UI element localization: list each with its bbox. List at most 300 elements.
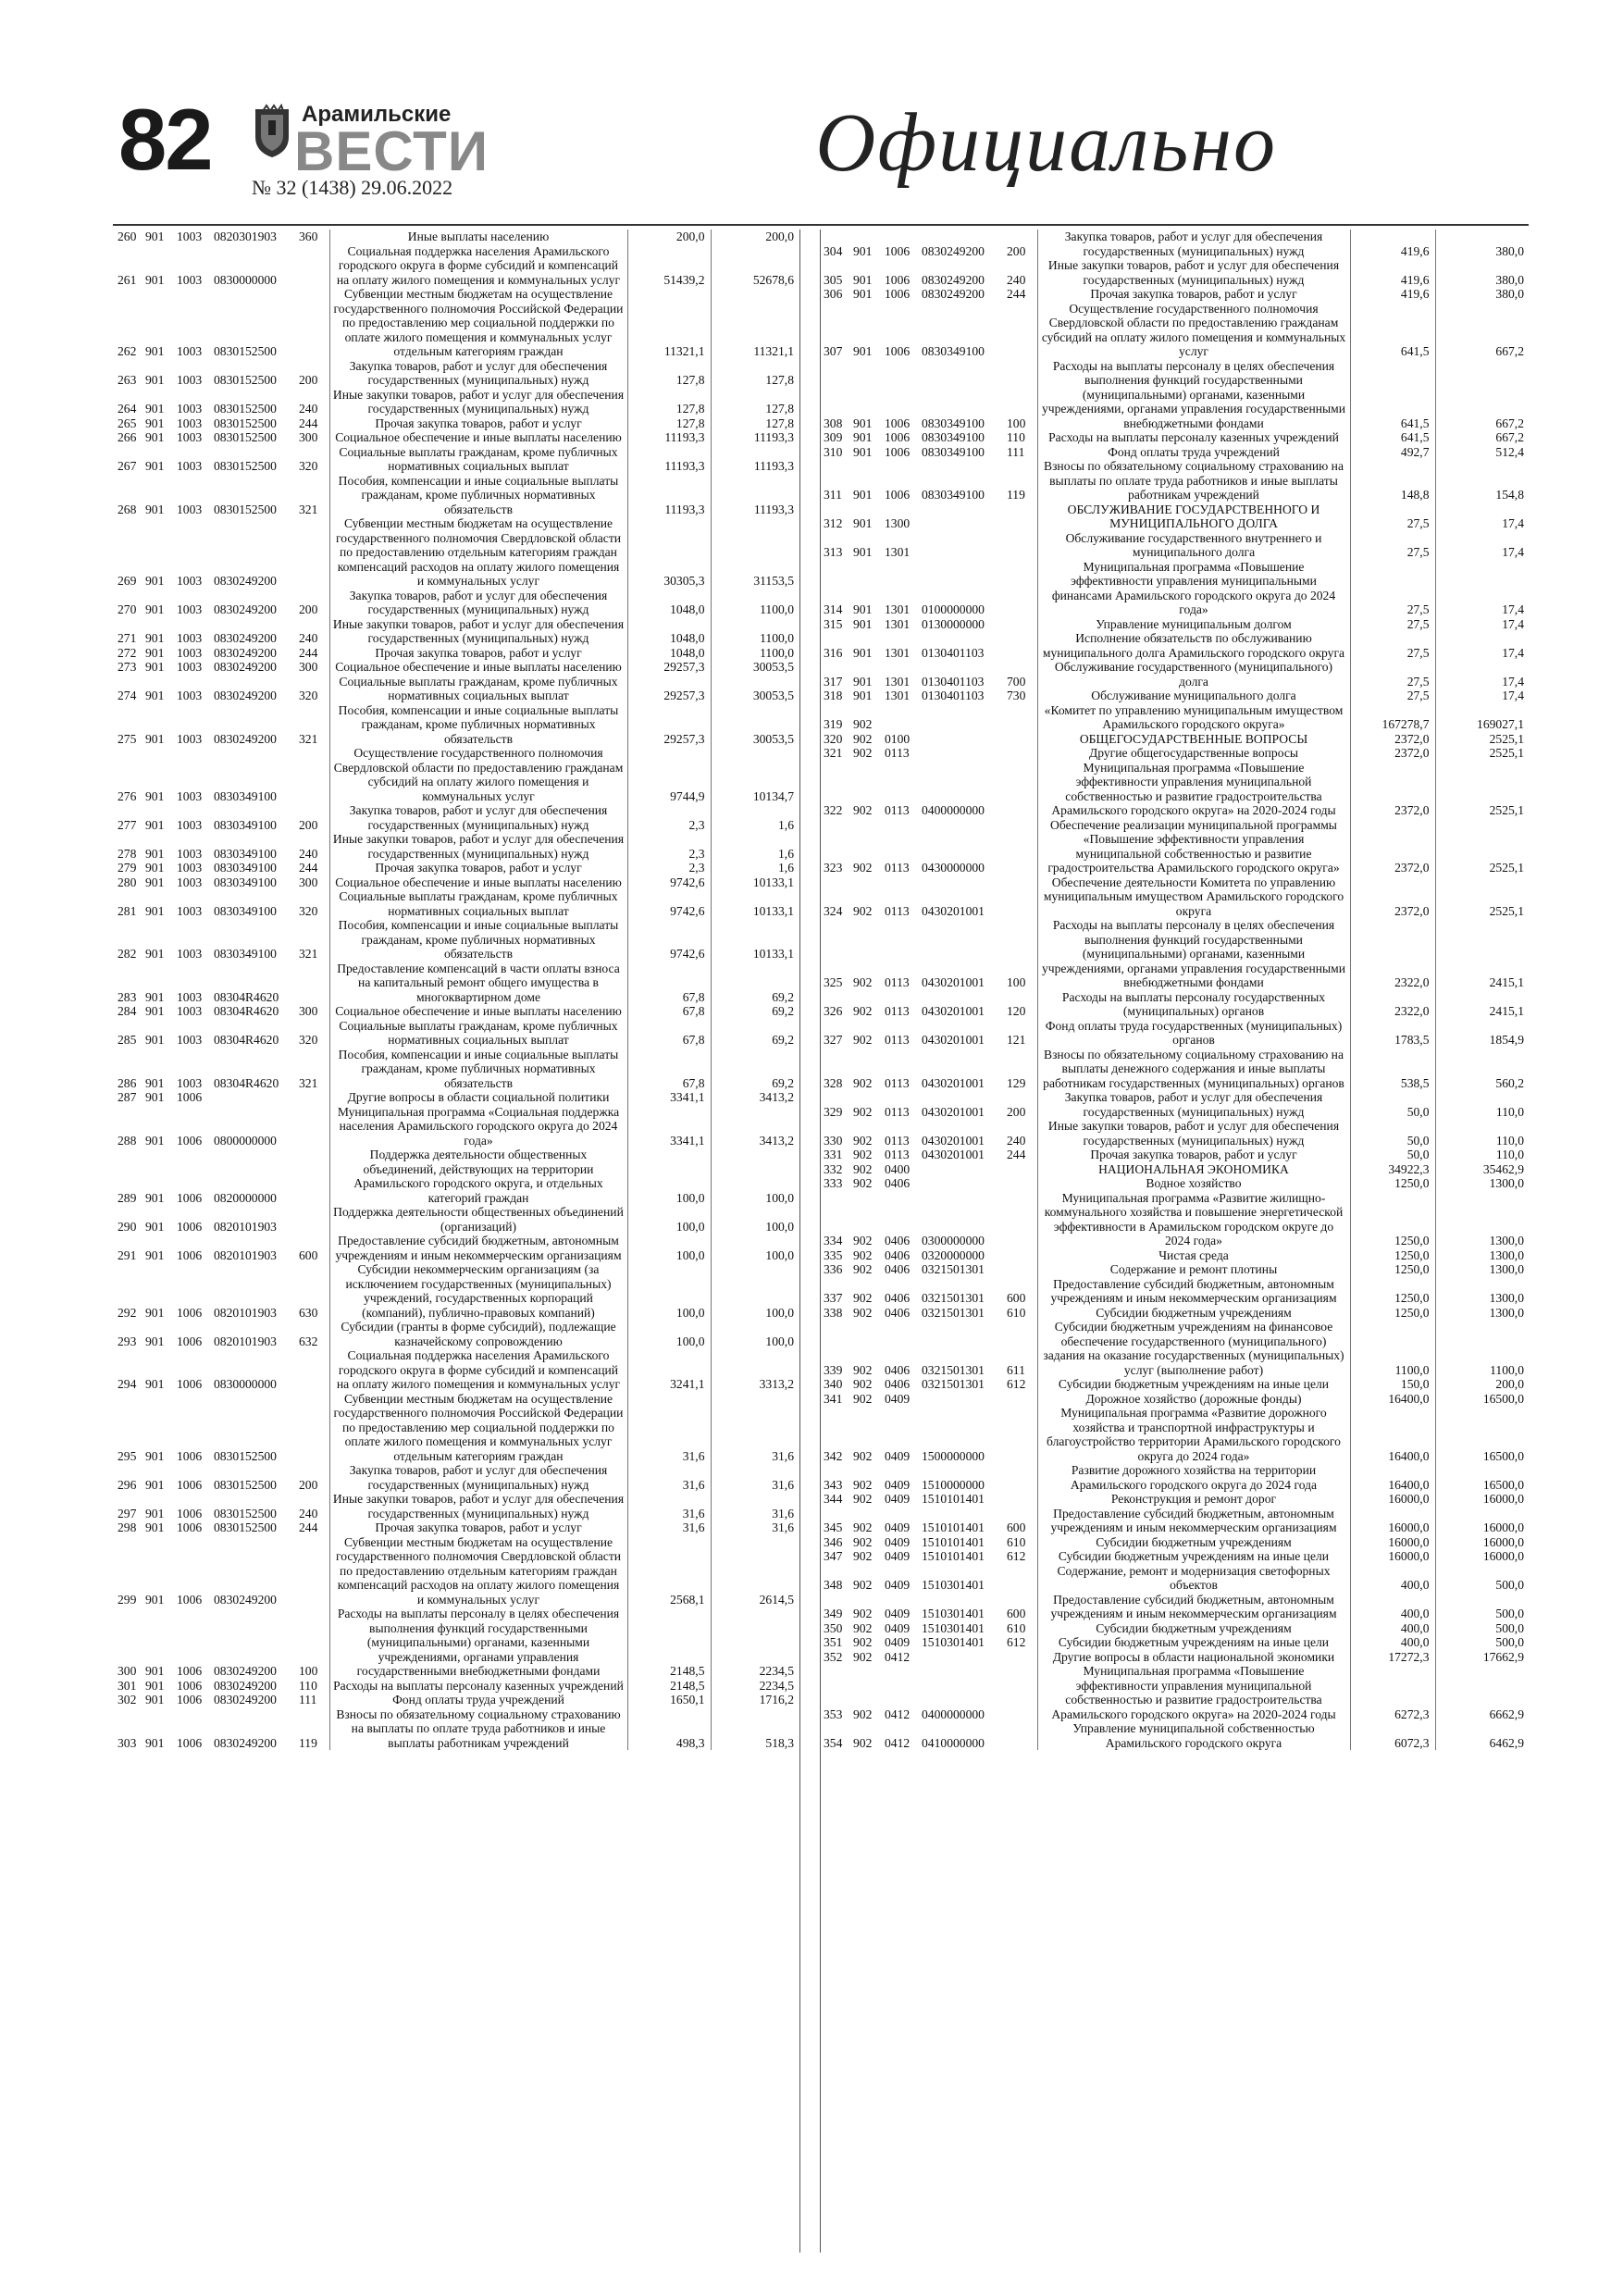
- amount-2023: 492,7: [1350, 445, 1435, 460]
- description: Социальное обеспечение и иные выплаты населению: [329, 660, 627, 675]
- ministry-code: 901: [145, 1664, 165, 1678]
- row-number: 309: [824, 430, 843, 444]
- amount-2024: 11321,1: [753, 344, 794, 358]
- amount-2024: 1300,0: [1489, 1234, 1524, 1247]
- amount-2024: 100,0: [765, 1219, 794, 1234]
- target-code: 0820101903: [214, 1247, 277, 1262]
- amount-2023: 16400,0: [1350, 1392, 1435, 1407]
- amount-2024: 69,2: [772, 1004, 794, 1018]
- table-row: [115, 230, 799, 244]
- description: Развитие дорожного хозяйства на территории Арамильского городского округа до 2024 года: [1037, 1463, 1350, 1492]
- ministry-code: 901: [145, 1219, 165, 1234]
- row-number: 269: [118, 574, 137, 588]
- amount-2024: 127,8: [765, 373, 794, 387]
- amount-2023: 2322,0: [1350, 990, 1435, 1019]
- table-row: [821, 1721, 1530, 1750]
- brand-title: ВЕСТИ: [294, 120, 489, 182]
- ministry-code: 901: [145, 430, 165, 444]
- expense-type: 200: [296, 359, 329, 388]
- ministry-code: 902: [853, 803, 873, 817]
- amount-2023: 67,8: [627, 962, 711, 1005]
- expense-type: [1004, 560, 1037, 617]
- amount-2024: 100,0: [765, 1305, 794, 1320]
- amount-2024: 16500,0: [1482, 1448, 1524, 1463]
- description: Осуществление государственного полномочия Свердловской области по предоставлению гражданам субсидий на оплату жилого помещения и коммунальных услуг: [329, 746, 627, 803]
- target-code: 0830349100: [922, 444, 985, 459]
- expense-type: 600: [1004, 1277, 1037, 1306]
- target-code: 0830349100: [214, 861, 277, 875]
- row-number: 344: [824, 1492, 843, 1506]
- amount-2024: 10133,1: [752, 875, 794, 889]
- description: Расходы на выплаты персоналу в целях обеспечения выполнения функций государственными (муниципальными) органами, казенными учреждениями, органами управления государственными внебюджетными фондами: [1037, 918, 1350, 990]
- target-code: 1500000000: [922, 1448, 985, 1463]
- target-code: 0430201001: [922, 1075, 985, 1090]
- description: Поддержка деятельности общественных объединений, действующих на территории Арамильского городского округа, и отдельных категорий граждан: [329, 1148, 627, 1205]
- target-code: [919, 746, 1004, 761]
- amount-2023: 3341,1: [627, 1090, 711, 1105]
- amount-2024: 1100,0: [760, 602, 794, 616]
- description: Прочая закупка товаров, работ и услуг: [1037, 287, 1350, 302]
- description: Предоставление субсидий бюджетным, автономным учреждениям и иным некоммерческим организациям: [1037, 1507, 1350, 1535]
- ministry-code: 901: [853, 444, 873, 459]
- amount-2023: 31,6: [627, 1520, 711, 1535]
- expense-type: 244: [296, 416, 329, 431]
- row-number: 306: [824, 287, 843, 301]
- row-number: 351: [824, 1635, 843, 1649]
- amount-2024: 2614,5: [759, 1592, 794, 1607]
- amount-2023: 29257,3: [627, 675, 711, 703]
- table-row: [821, 1248, 1530, 1263]
- row-number: 320: [824, 731, 843, 746]
- target-code: 0800000000: [214, 1133, 277, 1148]
- table-row: [115, 1019, 799, 1048]
- amount-2023: 16000,0: [1350, 1535, 1435, 1550]
- expense-type: 600: [296, 1234, 329, 1262]
- amount-2024: 518,3: [765, 1735, 794, 1750]
- section-code: 1006: [885, 444, 911, 459]
- description: Расходы на выплаты персоналу в целях обеспечения выполнения функций государственными (муниципальными) органами, казенными учреждениями, органами управления государственными внебюджетными фондами: [329, 1607, 627, 1679]
- table-row: [821, 1650, 1530, 1665]
- ministry-code: 901: [145, 1506, 165, 1520]
- ministry-code: 901: [145, 660, 165, 674]
- row-number: 281: [118, 903, 137, 918]
- section-code: 0100: [885, 731, 911, 746]
- section-code: 1006: [885, 488, 911, 502]
- description: Субсидии бюджетным учреждениям на иные цели: [1037, 1377, 1350, 1392]
- section-code: 0113: [885, 1104, 910, 1119]
- amount-2024: 16500,0: [1482, 1391, 1524, 1406]
- expense-type: [296, 516, 329, 589]
- table-row: [115, 962, 799, 1005]
- description: ОБЩЕГОСУДАРСТВЕННЫЕ ВОПРОСЫ: [1037, 732, 1350, 747]
- description: Социальные выплаты гражданам, кроме публичных нормативных социальных выплат: [329, 445, 627, 474]
- ministry-code: 901: [853, 689, 873, 702]
- ministry-code: 902: [853, 975, 873, 989]
- description: Обслуживание государственного внутреннего и муниципального долга: [1037, 531, 1350, 560]
- ministry-code: 902: [853, 1247, 873, 1262]
- description: Субсидии бюджетным учреждениям на финансовое обеспечение государственного (муниципального) задания на оказание государственных (муниципальных) услуг (выполнение работ): [1037, 1320, 1350, 1377]
- table-row: [115, 875, 799, 890]
- table-row: [115, 1205, 799, 1234]
- row-number: 338: [824, 1305, 843, 1320]
- amount-2024: 3413,2: [759, 1090, 794, 1104]
- expense-type: 110: [296, 1679, 329, 1694]
- expense-type: 612: [1004, 1377, 1037, 1392]
- target-code: 1510101401: [922, 1492, 985, 1506]
- amount-2023: 2372,0: [1350, 875, 1435, 919]
- amount-2023: 100,0: [627, 1205, 711, 1234]
- description: Субсидии бюджетным учреждениям на иные цели: [1037, 1549, 1350, 1564]
- row-number: 298: [118, 1520, 137, 1534]
- amount-2024: 16000,0: [1482, 1534, 1524, 1549]
- expense-type: [296, 746, 329, 803]
- ministry-code: 902: [853, 1262, 873, 1276]
- section-code: 0409: [885, 1492, 911, 1506]
- amount-2024: 1854,9: [1489, 1033, 1524, 1047]
- expense-type: 100: [1004, 918, 1037, 990]
- row-number: 291: [118, 1247, 137, 1262]
- row-number: 287: [118, 1090, 137, 1104]
- ministry-code: 902: [853, 1492, 873, 1506]
- page-number: 82: [118, 91, 212, 188]
- table-row: [821, 1019, 1530, 1048]
- amount-2023: 127,8: [627, 416, 711, 431]
- amount-2024: 1300,0: [1489, 1176, 1524, 1190]
- amount-2024: 500,0: [1495, 1620, 1524, 1635]
- amount-2024: 16000,0: [1482, 1492, 1524, 1506]
- expense-type: 600: [1004, 1507, 1037, 1535]
- amount-2024: 100,0: [765, 1190, 794, 1205]
- description: Иные закупки товаров, работ и услуг для обеспечения государственных (муниципальных) нужд: [329, 1492, 627, 1520]
- row-number: 316: [824, 645, 843, 660]
- ministry-code: 901: [145, 1735, 165, 1750]
- amount-2023: 2372,0: [1350, 746, 1435, 761]
- amount-2024: 2525,1: [1489, 731, 1524, 746]
- amount-2023: 16000,0: [1350, 1507, 1435, 1535]
- ministry-code: 901: [145, 1305, 165, 1320]
- section-code: 1006: [885, 287, 911, 301]
- description: Иные выплаты населению: [329, 230, 627, 244]
- description: Расходы на выплаты персоналу государственных (муниципальных) органов: [1037, 990, 1350, 1019]
- ministry-code: 901: [853, 602, 873, 616]
- row-number: 270: [118, 602, 137, 616]
- section-code: 1006: [177, 1592, 203, 1607]
- amount-2024: 6662,9: [1489, 1706, 1524, 1721]
- target-code: 0830152500: [214, 373, 277, 387]
- table-row: [821, 430, 1530, 445]
- left-column: [115, 230, 799, 2253]
- table-row: [115, 1707, 799, 1751]
- row-number: 350: [824, 1620, 843, 1635]
- description: Субсидии (гранты в форме субсидий), подлежащие казначейскому сопровождению: [329, 1320, 627, 1348]
- row-number: 308: [824, 416, 843, 430]
- section-code: 1003: [177, 817, 203, 832]
- budget-table-right: [821, 230, 1530, 1750]
- amount-2023: 11193,3: [627, 474, 711, 517]
- table-row: [821, 1191, 1530, 1248]
- row-number: 264: [118, 402, 137, 416]
- table-row: [821, 617, 1530, 632]
- amount-2023: 30305,3: [627, 516, 711, 589]
- description: Взносы по обязательному социальному страхованию на выплаты по оплате труда работников и иные выплаты работникам учреждений: [329, 1707, 627, 1751]
- target-code: 0820000000: [214, 1190, 277, 1205]
- amount-2023: 27,5: [1350, 617, 1435, 632]
- table-row: [821, 1406, 1530, 1463]
- row-number: 266: [118, 430, 137, 444]
- amount-2023: 419,6: [1350, 287, 1435, 302]
- row-number: 265: [118, 416, 137, 430]
- section-code: 1003: [177, 631, 203, 645]
- expense-type: 100: [1004, 359, 1037, 431]
- amount-2024: 17,4: [1502, 616, 1524, 631]
- target-code: 0830349100: [922, 430, 985, 444]
- amount-2023: 400,0: [1350, 1593, 1435, 1621]
- table-row: [115, 1048, 799, 1091]
- target-code: 0830349100: [922, 488, 985, 502]
- ministry-code: 902: [853, 731, 873, 746]
- table-row: [821, 1635, 1530, 1650]
- description: Социальные выплаты гражданам, кроме публичных нормативных социальных выплат: [329, 889, 627, 918]
- expense-type: [1004, 1492, 1037, 1507]
- target-code: 0830349100: [214, 903, 277, 918]
- section-code: 1003: [177, 416, 203, 430]
- ministry-code: 901: [853, 287, 873, 301]
- description: Субвенции местным бюджетам на осуществление государственного полномочия Российской Федерации по предоставлению мер социальной поддержки по оплате жилого помещения и коммунальных услуг отдельным категориям граждан: [329, 1392, 627, 1464]
- amount-2023: 31,6: [627, 1463, 711, 1492]
- expense-type: [1004, 818, 1037, 875]
- expense-type: [1004, 1176, 1037, 1191]
- expense-type: 300: [296, 660, 329, 675]
- section-code: 1003: [177, 875, 203, 889]
- target-code: [919, 732, 1004, 747]
- amount-2024: 500,0: [1495, 1578, 1524, 1592]
- expense-type: [1004, 1650, 1037, 1665]
- row-number: 294: [118, 1377, 137, 1391]
- expense-type: 200: [1004, 230, 1037, 258]
- ministry-code: 901: [145, 1592, 165, 1607]
- target-code: 0430201001: [922, 1148, 985, 1161]
- ministry-code: 902: [853, 1607, 873, 1620]
- amount-2023: 11193,3: [627, 430, 711, 445]
- section-code: 1301: [885, 689, 911, 702]
- description: Предоставление субсидий бюджетным, автономным учреждениям и иным некоммерческим организациям: [329, 1234, 627, 1262]
- description: Иные закупки товаров, работ и услуг для обеспечения государственных (муниципальных) нужд: [329, 832, 627, 861]
- table-row: [115, 889, 799, 918]
- description: Управление муниципальным долгом: [1037, 617, 1350, 632]
- amount-2024: 500,0: [1495, 1635, 1524, 1649]
- table-row: [115, 1320, 799, 1348]
- table-row: [821, 660, 1530, 689]
- ministry-code: 901: [853, 272, 873, 287]
- description: Социальные выплаты гражданам, кроме публичных нормативных социальных выплат: [329, 675, 627, 703]
- section-code: 1003: [177, 1033, 203, 1047]
- row-number: 319: [824, 717, 843, 731]
- target-code: 0830249200: [214, 1664, 277, 1678]
- expense-type: 100: [296, 1607, 329, 1679]
- ministry-code: 902: [853, 903, 873, 918]
- row-number: 335: [824, 1247, 843, 1262]
- ministry-code: 902: [853, 1033, 873, 1047]
- row-number: 345: [824, 1520, 843, 1534]
- table-row: [115, 646, 799, 661]
- row-number: 282: [118, 947, 137, 961]
- table-row: [115, 1348, 799, 1392]
- row-number: 262: [118, 344, 137, 358]
- row-number: 317: [824, 674, 843, 689]
- amount-2024: 30053,5: [752, 660, 794, 674]
- section-code: 1003: [177, 689, 203, 702]
- row-number: 330: [824, 1133, 843, 1148]
- section-code: 1003: [177, 272, 203, 287]
- amount-2024: 17,4: [1502, 689, 1524, 702]
- table-row: [115, 832, 799, 861]
- table-row: [821, 1549, 1530, 1564]
- description: Расходы на выплаты персоналу в целях обеспечения выполнения функций государственными (муниципальными) органами, казенными учреждениями, органами управления государственными внебюджетными фондами: [1037, 359, 1350, 431]
- amount-2024: 69,2: [772, 1075, 794, 1090]
- ministry-code: 901: [145, 989, 165, 1004]
- amount-2024: 17,4: [1502, 516, 1524, 530]
- ministry-code: 902: [853, 746, 873, 760]
- row-number: 333: [824, 1176, 843, 1190]
- description: Субсидии некоммерческим организациям (за исключением государственных (муниципальных) учреждений, государственных корпораций (компаний), публично-правовых компаний): [329, 1262, 627, 1320]
- expense-type: 200: [296, 1463, 329, 1492]
- table-row: [115, 1693, 799, 1707]
- section-code: 1003: [177, 373, 203, 387]
- target-code: [919, 1392, 1004, 1407]
- target-code: 0830249200: [214, 602, 277, 616]
- amount-2024: 169027,1: [1477, 717, 1524, 731]
- row-number: 328: [824, 1075, 843, 1090]
- section-code: [882, 703, 919, 732]
- description: Содержание, ремонт и модернизация светофорных объектов: [1037, 1564, 1350, 1593]
- ministry-code: 901: [145, 947, 165, 961]
- row-number: 323: [824, 861, 843, 875]
- amount-2023: 2372,0: [1350, 761, 1435, 818]
- expense-type: 110: [1004, 430, 1037, 445]
- ministry-code: 901: [145, 1693, 165, 1706]
- table-row: [821, 1306, 1530, 1321]
- target-code: 0830349100: [922, 344, 985, 358]
- expense-type: 300: [296, 430, 329, 445]
- expense-type: 612: [1004, 1635, 1037, 1650]
- target-code: 0830152500: [214, 459, 277, 473]
- row-number: 325: [824, 975, 843, 989]
- amount-2024: 110,0: [1495, 1104, 1524, 1119]
- target-code: 0320000000: [922, 1247, 985, 1262]
- expense-type: 111: [296, 1693, 329, 1707]
- description: Поддержка деятельности общественных объединений (организаций): [329, 1205, 627, 1234]
- amount-2024: 3313,2: [759, 1377, 794, 1391]
- ministry-code: 901: [145, 602, 165, 616]
- description: Закупка товаров, работ и услуг для обеспечения государственных (муниципальных) нужд: [329, 589, 627, 617]
- ministry-code: 901: [145, 1377, 165, 1391]
- amount-2023: 6072,3: [1350, 1721, 1435, 1750]
- amount-2024: 2525,1: [1489, 861, 1524, 875]
- table-row: [821, 732, 1530, 747]
- ministry-code: 901: [853, 674, 873, 689]
- description: Муниципальная программа «Повышение эффективности управления муниципальной собственностью и развитие градостроительства Арамильского городского округа» на 2020-2024 годы: [1037, 761, 1350, 818]
- table-row: [821, 459, 1530, 503]
- description: Закупка товаров, работ и услуг для обеспечения государственных (муниципальных) нужд: [1037, 230, 1350, 258]
- ministry-code: 901: [145, 1520, 165, 1534]
- amount-2024: 2525,1: [1489, 746, 1524, 760]
- amount-2023: 51439,2: [627, 244, 711, 288]
- amount-2024: 11193,3: [753, 430, 794, 444]
- amount-2023: 148,8: [1350, 459, 1435, 503]
- table-row: [115, 1392, 799, 1464]
- row-number: 312: [824, 516, 843, 530]
- ministry-code: 902: [853, 1176, 873, 1190]
- expense-type: 321: [296, 1048, 329, 1091]
- target-code: 08304R4620: [214, 989, 279, 1004]
- description: Обслуживание государственного (муниципального) долга: [1037, 660, 1350, 689]
- section-code: 0409: [885, 1520, 911, 1534]
- description: Субсидии бюджетным учреждениям: [1037, 1535, 1350, 1550]
- ministry-code: 901: [145, 861, 165, 875]
- target-code: 0830249200: [922, 243, 985, 258]
- row-number: 354: [824, 1735, 843, 1750]
- target-code: 0830152500: [214, 416, 277, 430]
- ministry-code: 901: [853, 243, 873, 258]
- row-number: 329: [824, 1104, 843, 1119]
- table-row: [821, 1564, 1530, 1593]
- expense-type: [296, 1392, 329, 1464]
- section-code: 1006: [885, 430, 911, 444]
- amount-2023: 9742,6: [627, 889, 711, 918]
- target-code: 1510101401: [922, 1534, 985, 1549]
- section-code: 0406: [885, 1247, 911, 1262]
- amount-2024: 1300,0: [1489, 1247, 1524, 1262]
- table-row: [115, 445, 799, 474]
- amount-2023: 27,5: [1350, 660, 1435, 689]
- section-code: 1006: [177, 1219, 203, 1234]
- expense-type: 320: [296, 445, 329, 474]
- section-code: 0406: [885, 1305, 911, 1320]
- row-number: 349: [824, 1607, 843, 1620]
- description: Взносы по обязательному социальному страхованию на выплаты денежного содержания и иные выплаты работникам государственных (муниципальных) органов: [1037, 1048, 1350, 1091]
- amount-2023: 50,0: [1350, 1119, 1435, 1148]
- row-number: 275: [118, 731, 137, 746]
- target-code: 0820101903: [214, 1219, 277, 1234]
- section-code: 1003: [177, 989, 203, 1004]
- table-row: [115, 675, 799, 703]
- ministry-code: 901: [853, 545, 873, 559]
- description: Закупка товаров, работ и услуг для обеспечения государственных (муниципальных) нужд: [329, 359, 627, 388]
- table-row: [821, 359, 1530, 431]
- table-row: [115, 660, 799, 675]
- expense-type: 600: [1004, 1593, 1037, 1621]
- ministry-code: 902: [853, 1534, 873, 1549]
- table-row: [115, 918, 799, 962]
- amount-2024: 17,4: [1502, 545, 1524, 559]
- ministry-code: 901: [145, 875, 165, 889]
- amount-2024: 1300,0: [1489, 1262, 1524, 1276]
- amount-2023: 3341,1: [627, 1105, 711, 1148]
- row-number: 342: [824, 1448, 843, 1463]
- amount-2023: 50,0: [1350, 1148, 1435, 1162]
- amount-2024: 10133,1: [752, 903, 794, 918]
- description: Водное хозяйство: [1037, 1176, 1350, 1191]
- table-row: [115, 703, 799, 747]
- table-row: [115, 430, 799, 445]
- amount-2024: 560,2: [1495, 1075, 1524, 1090]
- amount-2024: 380,0: [1495, 287, 1524, 301]
- section-code: 1006: [885, 416, 911, 430]
- amount-2024: 667,2: [1495, 344, 1524, 358]
- ministry-code: 902: [853, 1735, 873, 1750]
- amount-2024: 100,0: [765, 1247, 794, 1262]
- ministry-code: 901: [145, 1075, 165, 1090]
